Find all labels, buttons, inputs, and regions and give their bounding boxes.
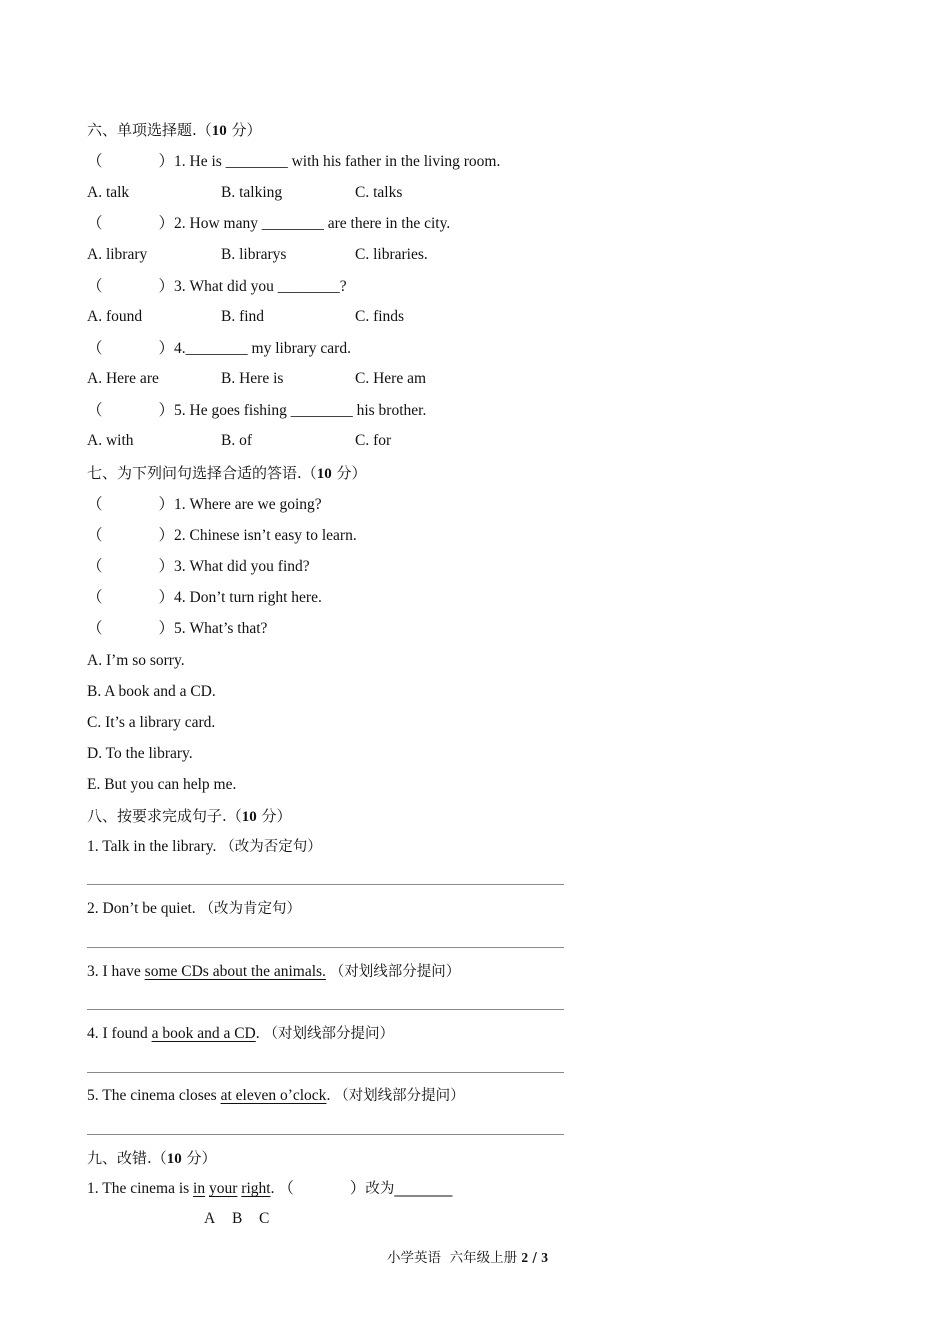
s6-q2-option-b: B. librarys bbox=[221, 246, 287, 263]
footer-total-pages: 3 bbox=[541, 1250, 549, 1265]
s8-item-4: 4. I found a book and a CD. （对划线部分提问） bbox=[87, 1025, 394, 1042]
s8-item-2: 2. Don’t be quiet. （改为肯定句） bbox=[87, 900, 302, 917]
s6-q3-option-b: B. find bbox=[221, 308, 265, 325]
page-footer: 小学英语 六年级上册 2 / 3 bbox=[387, 1250, 549, 1266]
section7-heading: 七、为下列问句选择合适的答语.（10 分） bbox=[87, 464, 367, 482]
s8-answer-line-4[interactable] bbox=[87, 1072, 564, 1073]
s6-q1-option-b: B. talking bbox=[221, 184, 283, 201]
s8-item-5: 5. The cinema closes at eleven o’clock. （对划线部分提问） bbox=[87, 1087, 465, 1104]
s9-letter-b: B bbox=[232, 1210, 243, 1227]
s6-question-5: （ ）5. He goes fishing ________ his brother. bbox=[87, 402, 427, 419]
s6-q4-option-b: B. Here is bbox=[221, 370, 284, 387]
s6-q5-option-a: A. with bbox=[87, 432, 134, 449]
s6-q4-option-a: A. Here are bbox=[87, 370, 159, 387]
s8-answer-line-2[interactable] bbox=[87, 947, 564, 948]
s6-q5-option-c: C. for bbox=[355, 432, 392, 449]
s6-q3-option-a: A. found bbox=[87, 308, 143, 325]
s9-letter-c: C bbox=[259, 1210, 270, 1227]
s7-question-5: （ ）5. What’s that? bbox=[87, 620, 268, 637]
s7-answer-c: C. It’s a library card. bbox=[87, 714, 216, 731]
s8-item-3: 3. I have some CDs about the animals. （对划线部分提问） bbox=[87, 963, 461, 980]
s7-answer-a: A. I’m so sorry. bbox=[87, 652, 185, 669]
s8-item-1: 1. Talk in the library. （改为否定句） bbox=[87, 838, 322, 855]
s8-answer-line-5[interactable] bbox=[87, 1134, 564, 1135]
s6-q4-option-c: C. Here am bbox=[355, 370, 427, 387]
section6-heading: 六、单项选择题.（10 分） bbox=[87, 121, 262, 139]
s6-question-3: （ ）3. What did you ________? bbox=[87, 278, 347, 295]
s6-q5-option-b: B. of bbox=[221, 432, 252, 449]
s6-q2-option-a: A. library bbox=[87, 246, 148, 263]
s7-answer-e: E. But you can help me. bbox=[87, 776, 237, 793]
s7-question-4: （ ）4. Don’t turn right here. bbox=[87, 589, 322, 606]
s9-letter-a: A bbox=[204, 1210, 216, 1227]
s6-question-4: （ ）4.________ my library card. bbox=[87, 340, 351, 357]
s6-q1-option-c: C. talks bbox=[355, 184, 403, 201]
s8-answer-line-1[interactable] bbox=[87, 884, 564, 885]
s6-question-1: （ ）1. He is ________ with his father in the living room. bbox=[87, 153, 501, 170]
s6-q1-option-a: A. talk bbox=[87, 184, 130, 201]
s7-answer-d: D. To the library. bbox=[87, 745, 193, 762]
s7-answer-b: B. A book and a CD. bbox=[87, 683, 216, 700]
s6-question-2: （ ）2. How many ________ are there in the city. bbox=[87, 215, 451, 232]
footer-page-number: 2 bbox=[521, 1250, 529, 1265]
s7-question-1: （ ）1. Where are we going? bbox=[87, 496, 322, 513]
s6-q3-option-c: C. finds bbox=[355, 308, 405, 325]
s8-answer-line-3[interactable] bbox=[87, 1009, 564, 1010]
section9-heading: 九、改错.（10 分） bbox=[87, 1149, 217, 1167]
s7-question-2: （ ）2. Chinese isn’t easy to learn. bbox=[87, 527, 357, 544]
s9-question-1: 1. The cinema is in your right. （ ）改为________ bbox=[87, 1180, 453, 1197]
s6-q2-option-c: C. libraries. bbox=[355, 246, 428, 263]
section8-heading: 八、按要求完成句子.（10 分） bbox=[87, 807, 292, 825]
s7-question-3: （ ）3. What did you find? bbox=[87, 558, 310, 575]
